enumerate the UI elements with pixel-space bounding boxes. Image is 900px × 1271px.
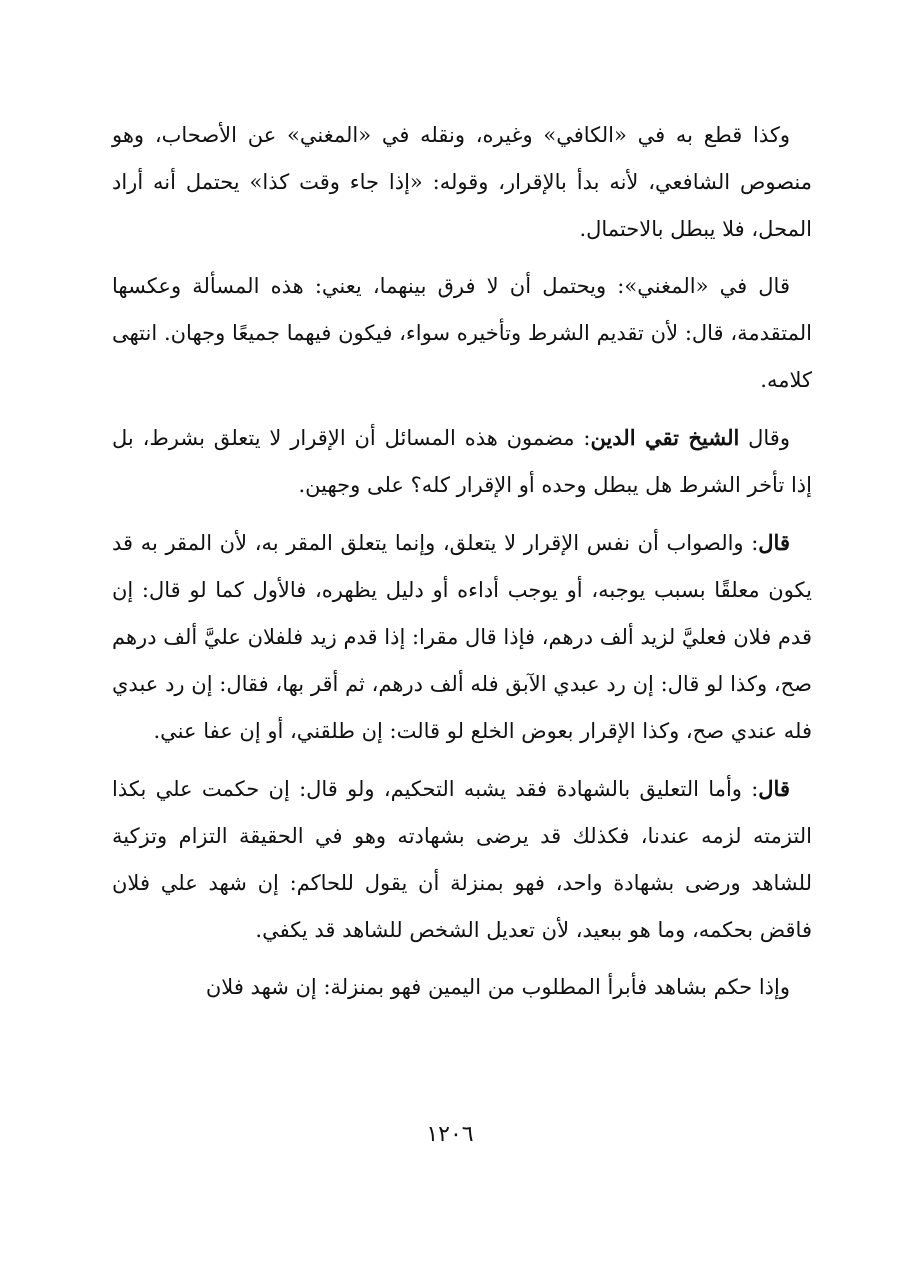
paragraph-5-lead-bold: قال — [758, 776, 790, 801]
paragraph-2-text: قال في «المغني»: ويحتمل أن لا فرق بينهما، يعني: هذه المسألة وعكسها المتقدمة، قال: لأن تقديم الشرط وتأخيره سواء، فيكون فيهما جميعًا وجهان. انتهى كلامه. — [112, 274, 812, 392]
paragraph-3 — [112, 414, 812, 509]
paragraph-5 — [112, 765, 812, 954]
paragraph-4-lead-bold: قال — [758, 530, 790, 555]
page-number: ١٢٠٦ — [426, 1122, 474, 1147]
paragraph-2 — [112, 263, 812, 404]
paragraph-5-text: : وأما التعليق بالشهادة فقد يشبه التحكيم، ولو قال: إن حكمت علي بكذا التزمته لزمه عندنا، فكذلك قد يرضى بشهادته وهو في الحقيقة التزام وتزكية للشاهد ورضى بشهادة واحد، فهو بمنزلة أن يقول للحاكم: إن شهد علي فلان فاقض بحكمه، وما هو ببعيد، لأن تعديل الشخص للشاهد قد يكفي. — [112, 777, 812, 942]
paragraph-3-lead-plain: وقال — [739, 426, 790, 450]
paragraph-4-text: : والصواب أن نفس الإقرار لا يتعلق، وإنما يتعلق المقر به، لأن المقر به قد يكون معلقًا بسبب يوجبه، أو يوجب أداءه أو دليل يظهره، فالأول كما لو قال: إن قدم فلان فعليَّ لزيد ألف درهم، فإذا قال مقرا: إذا قدم زيد فلفلان عليَّ ألف درهم صح، وكذا لو قال: إن رد عبدي الآبق فله ألف درهم، ثم أقر بها، فقال: إن رد عبدي فله عندي صح، وكذا الإقرار بعوض الخلع لو قالت: إن طلقني، أو إن عفا عني. — [112, 531, 812, 743]
paragraph-1 — [112, 112, 812, 253]
paragraph-6-text: وإذا حكم بشاهد فأبرأ المطلوب من اليمين فهو بمنزلة: إن شهد فلان — [205, 975, 790, 999]
paragraph-1-text: وكذا قطع به في «الكافي» وغيره، ونقله في «المغني» عن الأصحاب، وهو منصوص الشافعي، لأنه بدأ بالإقرار، وقوله: «إذا جاء وقت كذا» يحتمل أنه أراد المحل، فلا يبطل بالاحتمال. — [112, 123, 812, 241]
paragraph-6 — [112, 964, 812, 1011]
paragraph-4 — [112, 519, 812, 755]
page-body — [112, 112, 812, 1021]
paragraph-3-text: : مضمون هذه المسائل أن الإقرار لا يتعلق بشرط، بل إذا تأخر الشرط هل يبطل وحده أو الإقرار كله؟ على وجهين. — [112, 426, 812, 497]
paragraph-3-lead-bold: الشيخ تقي الدين — [590, 425, 740, 450]
